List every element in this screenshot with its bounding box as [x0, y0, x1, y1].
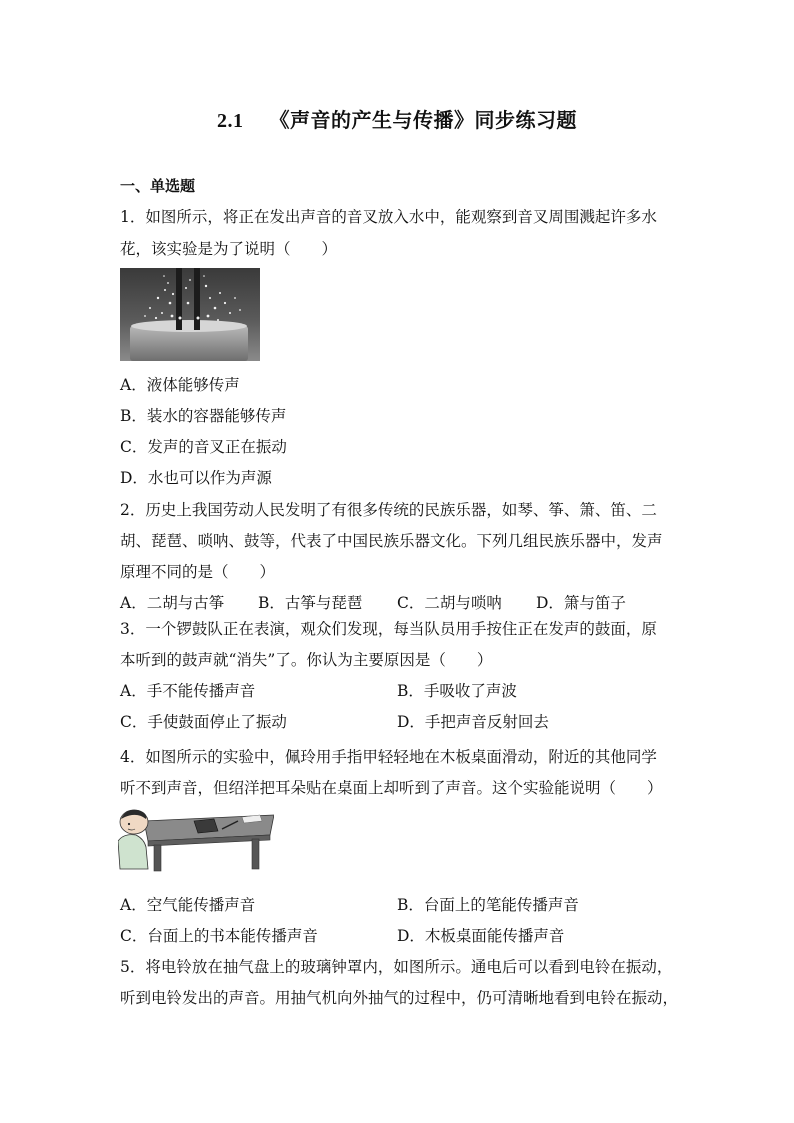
title-number: 2.1: [217, 110, 244, 132]
section-heading: 一、单选题: [120, 177, 196, 195]
q4-option-d: D．木板桌面能传播声音: [397, 927, 565, 945]
q3-option-d: D．手把声音反射回去: [397, 713, 549, 731]
q2-option-a: A．二胡与古筝: [120, 594, 225, 612]
q3-line-2: 本听到的鼓声就“消失”了。你认为主要原因是（ ）: [120, 651, 493, 669]
q1-option-b: B．装水的容器能够传声: [120, 407, 287, 425]
q1-option-a: A．液体能够传声: [120, 376, 240, 394]
q2-option-c: C．二胡与唢呐: [397, 594, 502, 612]
q1-option-c: C．发声的音叉正在振动: [120, 438, 287, 456]
q2-option-b: B．古筝与琵琶: [258, 594, 363, 612]
q4-option-c: C．台面上的书本能传播声音: [120, 927, 318, 945]
q1-line-2: 花，该实验是为了说明（ ）: [120, 240, 338, 258]
q2-line-2: 胡、琵琶、唢呐、鼓等，代表了中国民族乐器文化。下列几组民族乐器中，发声: [120, 532, 663, 550]
q2-line-3: 原理不同的是（ ）: [120, 563, 276, 581]
q3-line-1: 3．一个锣鼓队正在表演，观众们发现，每当队员用手按住正在发声的鼓面，原: [120, 620, 657, 638]
ear-on-table-image: [118, 807, 274, 873]
page-title: [0, 104, 794, 133]
q2-line-1: 2．历史上我国劳动人民发明了有很多传统的民族乐器，如琴、筝、箫、笛、二: [120, 501, 657, 519]
q2-option-d: D．箫与笛子: [536, 594, 626, 612]
q3-option-a: A．手不能传播声音: [120, 682, 256, 700]
q5-line-1: 5．将电铃放在抽气盘上的玻璃钟罩内，如图所示。通电后可以看到电铃在振动，: [120, 958, 673, 976]
q5-line-2: 听到电铃发出的声音。用抽气机向外抽气的过程中，仍可清晰地看到电铃在振动，: [120, 989, 679, 1007]
tuning-fork-water-image: [120, 268, 260, 361]
q4-option-b: B．台面上的笔能传播声音: [397, 896, 579, 914]
q1-line-1: 1．如图所示，将正在发出声音的音叉放入水中，能观察到音叉周围溅起许多水: [120, 208, 657, 226]
q4-line-1: 4．如图所示的实验中，佩玲用手指甲轻轻地在木板桌面滑动，附近的其他同学: [120, 748, 657, 766]
q3-option-b: B．手吸收了声波: [397, 682, 517, 700]
q4-line-2: 听不到声音，但绍洋把耳朵贴在桌面上却听到了声音。这个实验能说明（ ）: [120, 779, 663, 797]
q1-option-d: D．水也可以作为声源: [120, 469, 272, 487]
title-text: 《声音的产生与传播》同步练习题: [269, 108, 577, 132]
q3-option-c: C．手使鼓面停止了振动: [120, 713, 287, 731]
q4-option-a: A．空气能传播声音: [120, 896, 256, 914]
